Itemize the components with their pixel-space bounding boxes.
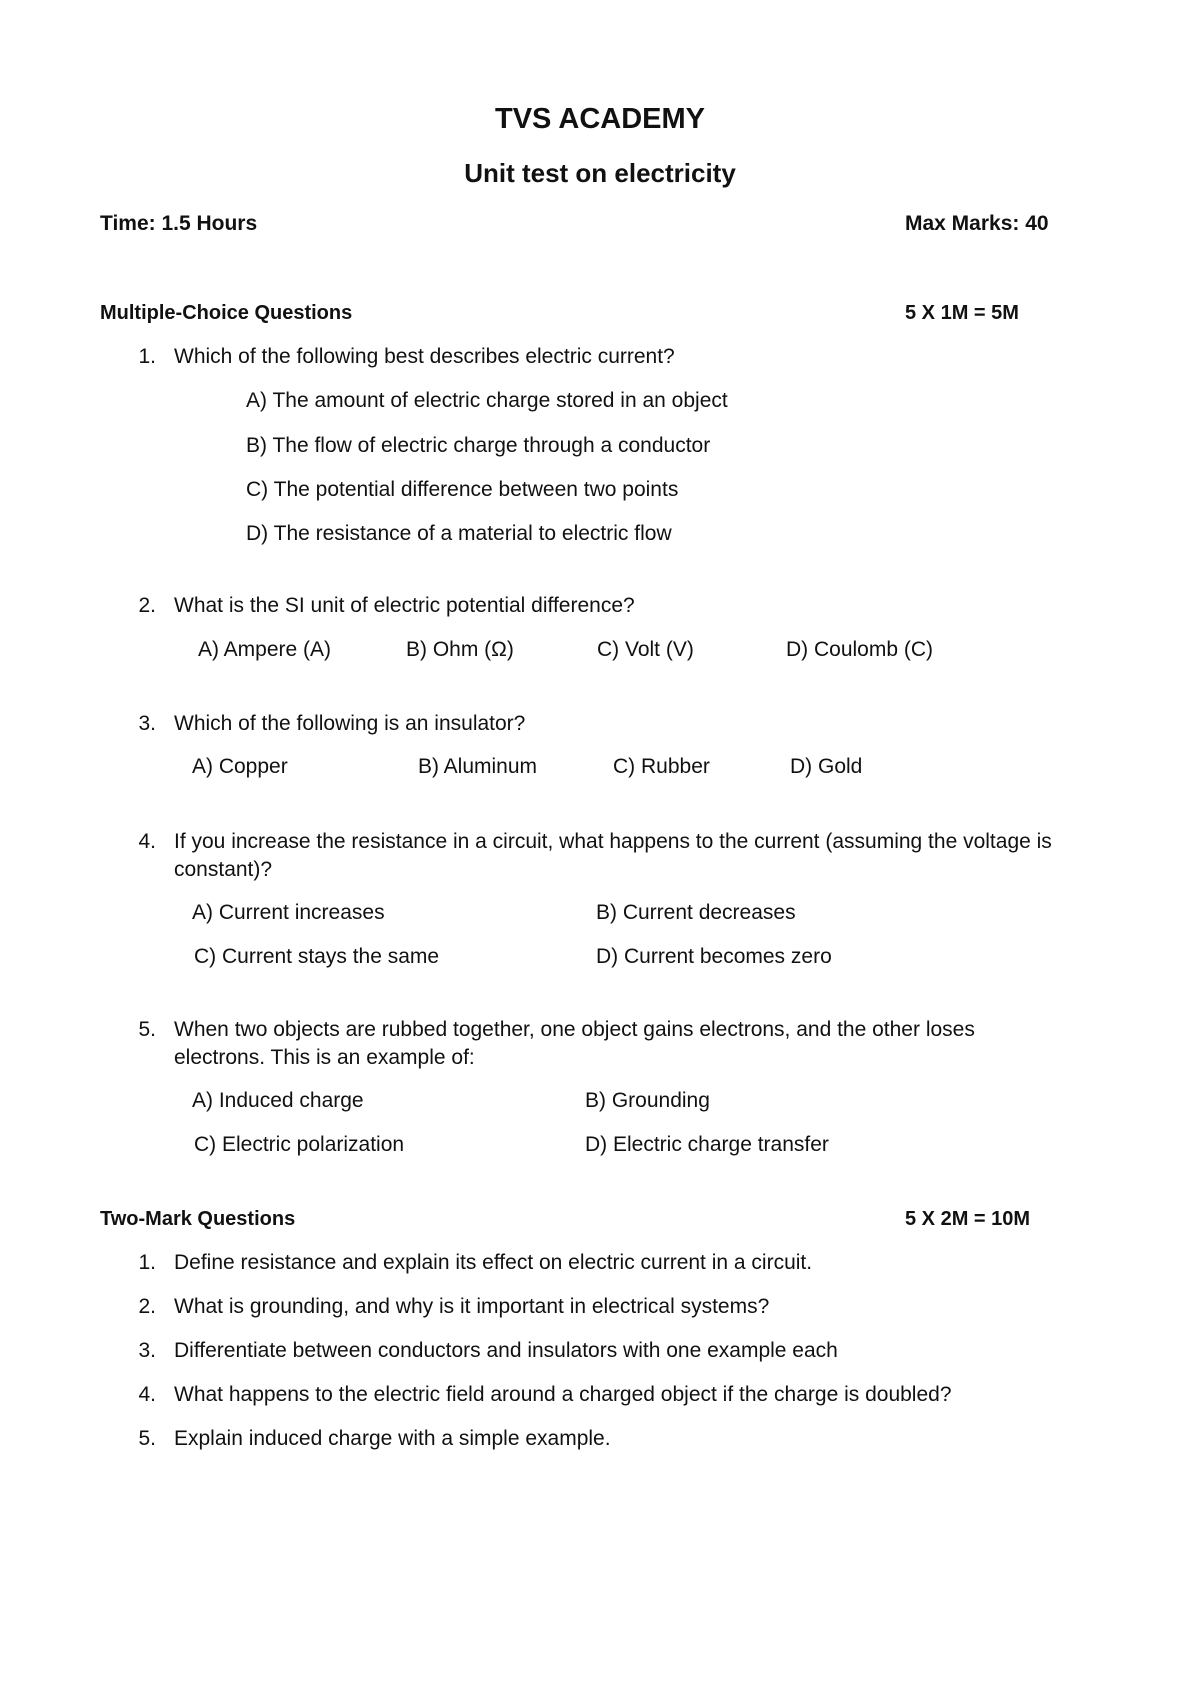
mcq-q5-text-line2: electrons. This is an example of: xyxy=(174,1046,475,1069)
page-title: TVS ACADEMY xyxy=(495,103,705,135)
mcq-q4-option-d: D) Current becomes zero xyxy=(596,945,832,968)
mcq-q4-option-a: A) Current increases xyxy=(192,901,385,924)
mcq-q1-option-a: A) The amount of electric charge stored in an object xyxy=(246,389,728,412)
mcq-q5-text-line1: When two objects are rubbed together, one object gains electrons, and the other loses xyxy=(174,1018,975,1041)
two-mark-q3-text: Differentiate between conductors and insulators with one example each xyxy=(174,1339,838,1362)
two-mark-q4-text: What happens to the electric field around a charged object if the charge is doubled? xyxy=(174,1383,952,1406)
mcq-q5-option-d: D) Electric charge transfer xyxy=(585,1133,829,1156)
mcq-q3-text: Which of the following is an insulator? xyxy=(174,712,526,735)
mcq-q2-option-b: B) Ohm (Ω) xyxy=(406,638,514,661)
mcq-q3-option-a: A) Copper xyxy=(192,755,288,778)
mcq-q1-option-c: C) The potential difference between two points xyxy=(246,478,679,501)
mcq-q4-option-b: B) Current decreases xyxy=(596,901,796,924)
mcq-q2-text: What is the SI unit of electric potential difference? xyxy=(174,594,635,617)
time-label: Time: 1.5 Hours xyxy=(100,212,258,235)
mcq-q3-option-b: B) Aluminum xyxy=(418,755,538,778)
page-subtitle: Unit test on electricity xyxy=(464,158,736,188)
mcq-q4-number: 4. xyxy=(138,830,156,853)
mcq-q5-option-a: A) Induced charge xyxy=(192,1089,364,1112)
mcq-q5-option-b: B) Grounding xyxy=(585,1089,710,1112)
two-mark-q5-number: 5. xyxy=(138,1427,156,1450)
mcq-q5-number: 5. xyxy=(138,1018,156,1041)
mcq-q2-option-a: A) Ampere (A) xyxy=(198,638,332,661)
mcq-q5-option-c: C) Electric polarization xyxy=(194,1133,405,1156)
two-mark-q2-number: 2. xyxy=(138,1295,156,1318)
mcq-q1-number: 1. xyxy=(138,345,156,368)
mcq-q1-option-d: D) The resistance of a material to electric flow xyxy=(246,522,672,545)
mcq-q1-text: Which of the following best describes electric current? xyxy=(174,345,675,368)
mcq-marks: 5 X 1M = 5M xyxy=(905,302,1019,324)
mcq-q1-option-b: B) The flow of electric charge through a conductor xyxy=(246,434,711,457)
two-mark-heading: Two-Mark Questions xyxy=(100,1208,296,1230)
two-mark-q1-number: 1. xyxy=(138,1251,156,1274)
mcq-heading: Multiple-Choice Questions xyxy=(100,302,353,324)
mcq-q4-text-line2: constant)? xyxy=(174,858,273,881)
two-mark-q2-text: What is grounding, and why is it important in electrical systems? xyxy=(174,1295,770,1318)
two-mark-q3-number: 3. xyxy=(138,1339,156,1362)
mcq-q2-option-c: C) Volt (V) xyxy=(597,638,694,661)
two-mark-marks: 5 X 2M = 10M xyxy=(905,1208,1031,1230)
two-mark-q4-number: 4. xyxy=(138,1383,156,1406)
max-marks-label: Max Marks: 40 xyxy=(905,212,1049,235)
mcq-q4-text-line1: If you increase the resistance in a circuit, what happens to the current (assuming the voltage is xyxy=(174,830,1052,853)
mcq-q2-number: 2. xyxy=(138,594,156,617)
mcq-q4-option-c: C) Current stays the same xyxy=(194,945,440,968)
two-mark-q5-text: Explain induced charge with a simple example. xyxy=(174,1427,611,1450)
mcq-q3-option-d: D) Gold xyxy=(790,755,863,778)
two-mark-q1-text: Define resistance and explain its effect on electric current in a circuit. xyxy=(174,1251,813,1274)
mcq-q3-number: 3. xyxy=(138,712,156,735)
mcq-q2-option-d: D) Coulomb (C) xyxy=(786,638,934,661)
mcq-q3-option-c: C) Rubber xyxy=(613,755,710,778)
